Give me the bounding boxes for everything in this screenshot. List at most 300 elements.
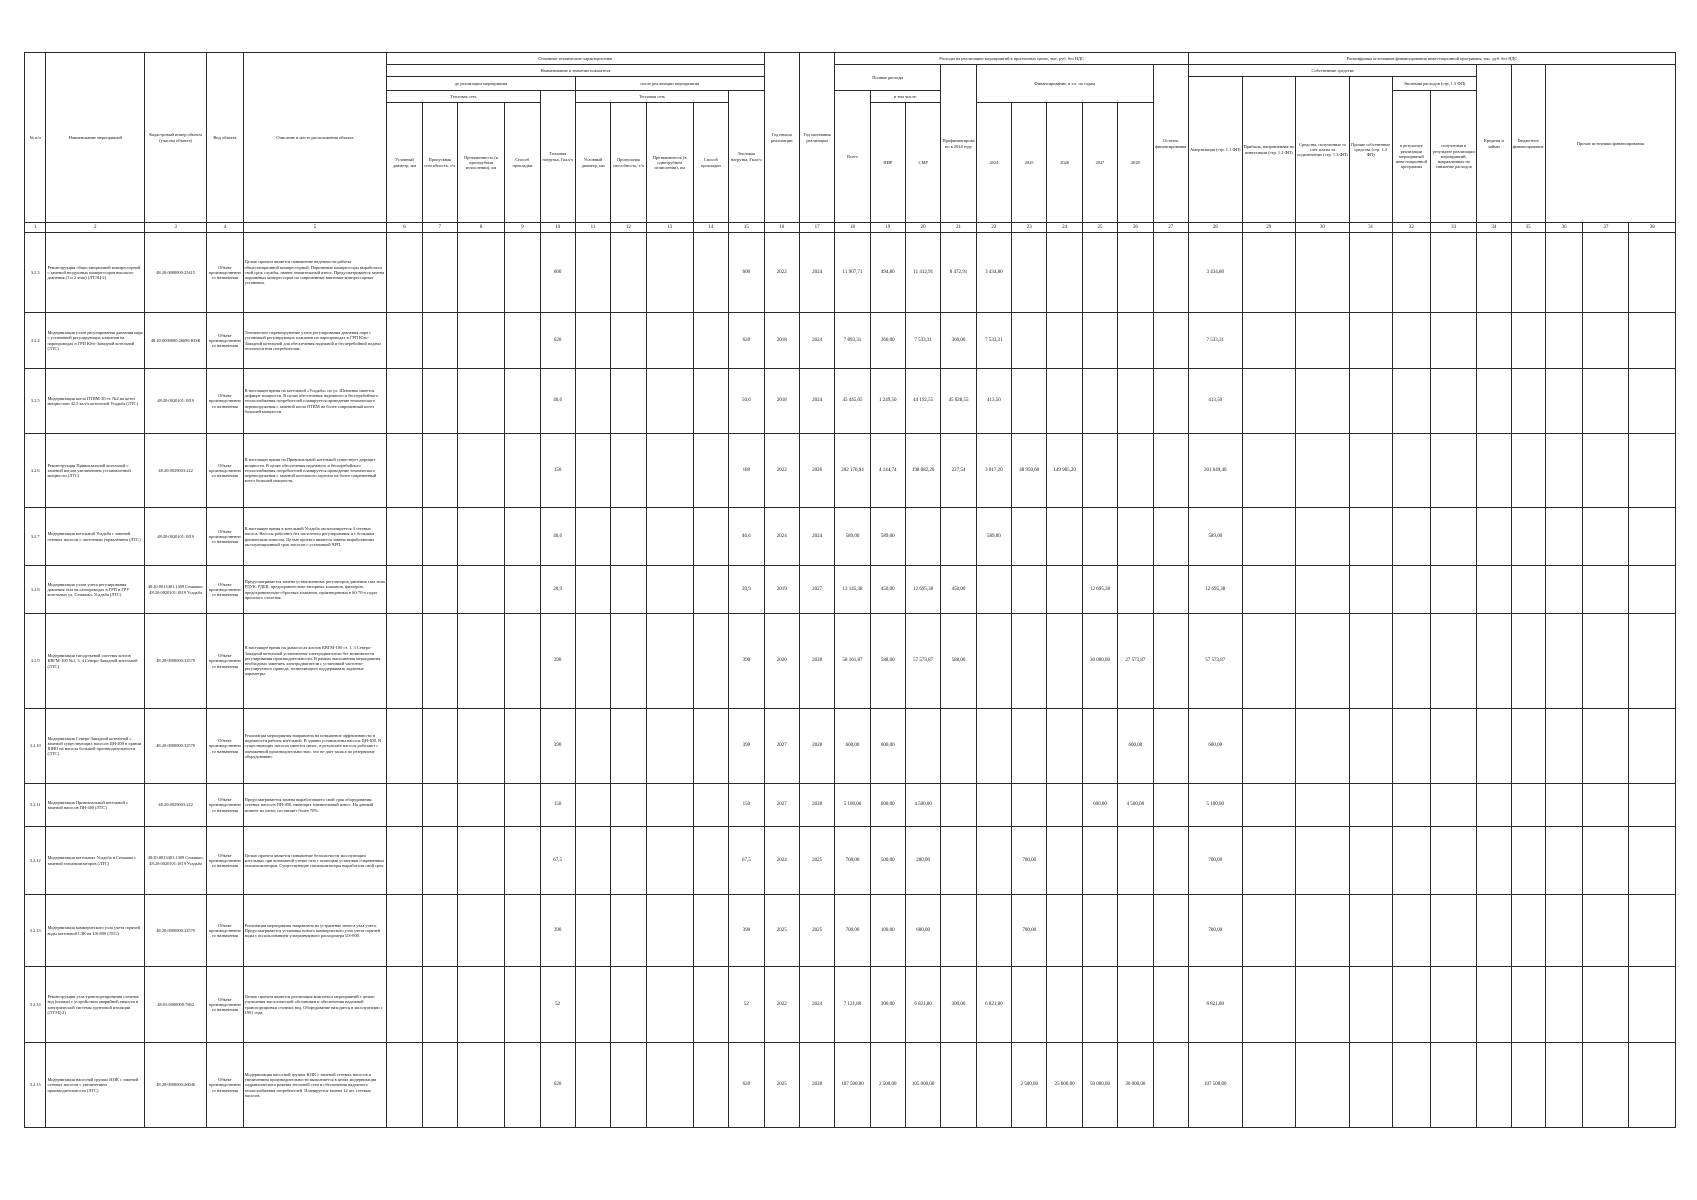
table-row — [25, 895, 1676, 967]
cost-pir: 588,00 — [870, 614, 905, 709]
empty-cell — [1511, 508, 1545, 566]
table-row — [25, 566, 1676, 614]
empty-cell — [1392, 967, 1431, 1043]
year-start: 2024 — [764, 508, 799, 566]
empty-cell — [611, 434, 646, 508]
empty-cell — [1392, 233, 1431, 313]
header-load-before: Тепловая нагрузка, Гкал/ч — [540, 91, 575, 223]
table-row — [25, 508, 1676, 566]
empty-cell — [1242, 508, 1296, 566]
empty-cell — [611, 827, 646, 895]
fin-2026: 149 985,20 — [1047, 434, 1082, 508]
empty-cell — [1153, 369, 1188, 434]
column-number: 23 — [1012, 223, 1047, 233]
load-before: 52 — [540, 967, 575, 1043]
year-end: 2024 — [799, 369, 834, 434]
column-number: 37 — [1583, 223, 1629, 233]
empty-cell — [422, 566, 457, 614]
fin-2027 — [1082, 967, 1117, 1043]
fin-2025 — [1012, 369, 1047, 434]
cost-total: 5 100,00 — [835, 784, 870, 827]
load-after: 180 — [729, 434, 764, 508]
column-number: 2 — [46, 223, 145, 233]
empty-cell — [646, 614, 693, 709]
empty-cell — [422, 233, 457, 313]
measure-name: Модернизация коммерческого узла учета горячей воды котельной СЗК на US-800 (ЛТС) — [46, 895, 145, 967]
fin-2025 — [1012, 967, 1047, 1043]
empty-cell — [1242, 895, 1296, 967]
empty-cell — [1629, 827, 1676, 895]
empty-cell — [1296, 614, 1350, 709]
empty-cell — [611, 313, 646, 369]
object-type: Объект производственного назначения — [207, 508, 243, 566]
empty-cell — [1431, 614, 1477, 709]
object-type: Объект производственного назначения — [207, 434, 243, 508]
fin-2024: 7 533,31 — [976, 313, 1011, 369]
measure-name: Реконструкция узла транспортирования сточных вод (шлама) с устройством аварийной емкости и электрической системы грунтовой изоляции (ЛТЭЦ-2) — [46, 967, 145, 1043]
empty-cell — [1511, 784, 1545, 827]
header-n: № п/п — [25, 53, 46, 223]
column-number: 7 — [422, 223, 457, 233]
empty-cell — [646, 233, 693, 313]
cost-smr: 4 500,00 — [905, 784, 940, 827]
row-number: 3.2.14 — [25, 967, 46, 1043]
load-before: 46,6 — [540, 508, 575, 566]
empty-cell — [1349, 784, 1392, 827]
year-start: 2020 — [764, 614, 799, 709]
object-description: Целью проекта является повышение безопасности эксплуатации котельных при возможной утечке газа с помощью установки современных газоанализаторов. Существующие газоанализаторы выработали свой срок. — [243, 827, 387, 895]
empty-cell — [1477, 508, 1511, 566]
load-after: 52 — [729, 967, 764, 1043]
empty-cell — [1153, 434, 1188, 508]
fin-2024 — [976, 827, 1011, 895]
row-number: 3.2.12 — [25, 827, 46, 895]
empty-cell — [693, 369, 728, 434]
column-number: 4 — [207, 223, 243, 233]
empty-cell — [575, 434, 610, 508]
empty-cell — [693, 614, 728, 709]
empty-cell — [1477, 614, 1511, 709]
fin-2025 — [1012, 614, 1047, 709]
empty-cell — [1153, 313, 1188, 369]
header-laying-after: Способ прокладки — [693, 103, 728, 223]
empty-cell — [422, 614, 457, 709]
header-load-after: Тепловая нагрузка, Гкал/ч — [729, 91, 764, 223]
object-description: В настоящее время на Привокзальной котельной существует дефицит мощности. В целях обеспечения надежного и бесперебойного теплоснабжения потребителей планируется проведение технического перевооружения с заменой котельного агрегата на более современный котел большей мощности. — [243, 434, 387, 508]
empty-cell — [646, 313, 693, 369]
empty-cell — [1296, 434, 1350, 508]
object-type: Объект производственного назначения — [207, 313, 243, 369]
empty-cell — [646, 434, 693, 508]
fin-2025 — [1012, 566, 1047, 614]
empty-cell — [1153, 895, 1188, 967]
header-col33: полученная в результате реализации мероприятий, направленных на снижение расходов — [1431, 91, 1477, 223]
year-start: 2027 — [764, 784, 799, 827]
empty-cell — [1431, 434, 1477, 508]
year-start: 2022 — [764, 233, 799, 313]
empty-cell — [1583, 233, 1629, 313]
fin-2026: 25 000,00 — [1047, 1043, 1082, 1128]
fin-2027 — [1082, 434, 1117, 508]
cost-pir: 500,00 — [870, 827, 905, 895]
header-incl: в том числе: — [870, 91, 941, 103]
empty-cell — [575, 369, 610, 434]
column-number: 12 — [611, 223, 646, 233]
cost-smr: 12 695,38 — [905, 566, 940, 614]
cost-pir: 600,00 — [870, 784, 905, 827]
empty-cell — [1477, 784, 1511, 827]
empty-cell — [1629, 233, 1676, 313]
empty-cell — [387, 233, 422, 313]
year-end: 2028 — [799, 709, 834, 784]
amortization: 6 821,80 — [1188, 967, 1242, 1043]
table-row — [25, 434, 1676, 508]
empty-cell — [1392, 709, 1431, 784]
fin-2026 — [1047, 784, 1082, 827]
empty-cell — [1629, 784, 1676, 827]
table-row — [25, 614, 1676, 709]
fin-2027 — [1082, 709, 1117, 784]
empty-cell — [693, 895, 728, 967]
fin-2027: 12 695,38 — [1082, 566, 1117, 614]
empty-cell — [1583, 784, 1629, 827]
column-number: 17 — [799, 223, 834, 233]
empty-cell — [1545, 827, 1583, 895]
cost-pir: 300,00 — [870, 967, 905, 1043]
empty-cell — [1477, 895, 1511, 967]
empty-cell — [1511, 233, 1545, 313]
empty-cell — [457, 895, 504, 967]
empty-cell — [693, 434, 728, 508]
object-description: Целью проекта является повышение надежности работы общестанционной компрессорной. Поршневые компрессоры выработали свой срок службы, имеют значительный износ. Предусматривается замена поршневых компрессоров на современные винтовые компрессорные установки. — [243, 233, 387, 313]
object-type: Объект производственного назначения — [207, 784, 243, 827]
fin-2028 — [1118, 827, 1153, 895]
empty-cell — [1153, 566, 1188, 614]
fin-2028 — [1118, 967, 1153, 1043]
fin-2025: 48 950,60 — [1012, 434, 1047, 508]
empty-cell — [422, 1043, 457, 1128]
empty-cell — [693, 313, 728, 369]
amortization: 5 100,00 — [1188, 784, 1242, 827]
year-end: 2027 — [799, 566, 834, 614]
measure-name: Модернизация узлов учета регулирования давления газа на газопроводах в ГРП и ГРУ котельных ул. Семашко, Усадьба (ЛТС) — [46, 566, 145, 614]
empty-cell — [1545, 313, 1583, 369]
header-object-type: Вид объекта — [207, 53, 243, 223]
financed-before — [941, 709, 976, 784]
amortization: 700,00 — [1188, 895, 1242, 967]
empty-cell — [575, 508, 610, 566]
header-pir: ПИР — [870, 103, 905, 223]
measure-name: Модернизация Привокзальной котельной с заменой насосов ПН-400 (ЛТС) — [46, 784, 145, 827]
column-number: 6 — [387, 223, 422, 233]
year-start: 2022 — [764, 967, 799, 1043]
column-number: 9 — [505, 223, 540, 233]
cadastral-number: 48:20:0000000:26046 — [145, 1043, 207, 1128]
empty-cell — [1477, 313, 1511, 369]
empty-cell — [1431, 709, 1477, 784]
empty-cell — [1296, 967, 1350, 1043]
fin-2026 — [1047, 369, 1082, 434]
empty-cell — [457, 233, 504, 313]
object-type: Объект производственного назначения — [207, 709, 243, 784]
fin-2027 — [1082, 369, 1117, 434]
cost-smr: 200,00 — [905, 827, 940, 895]
column-number: 36 — [1545, 223, 1583, 233]
cost-smr: 11 412,91 — [905, 233, 940, 313]
object-type: Объект производственного назначения — [207, 967, 243, 1043]
empty-cell — [1349, 895, 1392, 967]
object-type: Объект производственного назначения — [207, 233, 243, 313]
empty-cell — [422, 434, 457, 508]
load-before: 620 — [540, 313, 575, 369]
empty-cell — [1477, 709, 1511, 784]
year-start: 2025 — [764, 895, 799, 967]
measure-name: Модернизация насосной группы ЮЗК с заменой сетевых насосов с увеличением производительности (ЛТС) — [46, 1043, 145, 1128]
year-end: 2025 — [799, 895, 834, 967]
empty-cell — [693, 709, 728, 784]
empty-cell — [1629, 313, 1676, 369]
column-number: 19 — [870, 223, 905, 233]
fin-2025 — [1012, 784, 1047, 827]
column-number: 35 — [1511, 223, 1545, 233]
load-after: 620 — [729, 1043, 764, 1128]
table-row — [25, 709, 1676, 784]
fin-2025 — [1012, 508, 1047, 566]
cost-total: 107 500,00 — [835, 1043, 870, 1128]
header-length-after: Протяженность (в однотрубном исчислении), км — [646, 103, 693, 223]
empty-cell — [1629, 369, 1676, 434]
empty-cell — [1431, 508, 1477, 566]
fin-2024 — [976, 895, 1011, 967]
year-end: 2028 — [799, 614, 834, 709]
empty-cell — [1477, 434, 1511, 508]
header-description: Описание и место расположения объекта — [243, 53, 387, 223]
financed-before: 588,00 — [941, 614, 976, 709]
object-description: Предусматривается замена установленных регуляторов давления газа типа РДУК, РДБК, предохранительно-запорных клапанов, фильтров, предохранительно-сбросных клапанов, произведенных в 60-70-х годах прошлого столетия. — [243, 566, 387, 614]
amortization: 12 695,38 — [1188, 566, 1242, 614]
cost-total: 7 121,80 — [835, 967, 870, 1043]
fin-2026 — [1047, 313, 1082, 369]
empty-cell — [1431, 784, 1477, 827]
empty-cell — [575, 233, 610, 313]
empty-cell — [1431, 313, 1477, 369]
empty-cell — [1392, 827, 1431, 895]
empty-cell — [387, 434, 422, 508]
empty-cell — [1545, 1043, 1583, 1128]
empty-cell — [1392, 313, 1431, 369]
cadastral-number: 48:20:0000000:32579 — [145, 709, 207, 784]
cadastral-number: 48:20:0020101:1819 — [145, 508, 207, 566]
measure-name: Модернизация Северо-Западной котельной с заменой существующих насосов ЦН-400 в здании ШНО на насосы большей производительности (ЛТС) — [46, 709, 145, 784]
cost-pir: 4 144,74 — [870, 434, 905, 508]
financed-before — [941, 895, 976, 967]
empty-cell — [575, 614, 610, 709]
cost-total: 11 907,71 — [835, 233, 870, 313]
cost-smr: 7 533,31 — [905, 313, 940, 369]
header-col32: в результате реализации мероприятий инвестиционной программы — [1392, 91, 1431, 223]
empty-cell — [387, 895, 422, 967]
financed-before: 450,00 — [941, 566, 976, 614]
cost-pir: 589,00 — [870, 508, 905, 566]
measure-name: Реконструкция общестанционной компрессорной с заменой воздушных компрессоров высокого давления (1 и 2 этап) (ЛТЭЦ-2) — [46, 233, 145, 313]
empty-cell — [1349, 233, 1392, 313]
row-number: 3.2.10 — [25, 709, 46, 784]
header-total: Всего — [835, 91, 870, 223]
empty-cell — [1296, 369, 1350, 434]
column-number: 24 — [1047, 223, 1082, 233]
header-connection-fee: Средства, полученные за счет платы за подключение (стр. 1.3 ФП) — [1296, 77, 1350, 223]
load-after: 390 — [729, 614, 764, 709]
fin-2025 — [1012, 233, 1047, 313]
cost-smr: 6 821,80 — [905, 967, 940, 1043]
empty-cell — [505, 827, 540, 895]
empty-cell — [1296, 895, 1350, 967]
empty-cell — [646, 566, 693, 614]
column-number: 29 — [1242, 223, 1296, 233]
financed-before — [941, 784, 976, 827]
empty-cell — [1296, 827, 1350, 895]
year-end: 2028 — [799, 784, 834, 827]
empty-cell — [1296, 566, 1350, 614]
fin-2026 — [1047, 614, 1082, 709]
empty-cell — [1242, 369, 1296, 434]
fin-2028 — [1118, 508, 1153, 566]
empty-cell — [1545, 614, 1583, 709]
empty-cell — [1511, 369, 1545, 434]
financed-before: 45 028,55 — [941, 369, 976, 434]
load-after: 620 — [729, 313, 764, 369]
header-2024: 2024 — [976, 103, 1011, 223]
empty-cell — [611, 709, 646, 784]
empty-cell — [646, 369, 693, 434]
fin-2028 — [1118, 895, 1153, 967]
cost-smr: 44 192,55 — [905, 369, 940, 434]
empty-cell — [1431, 1043, 1477, 1128]
cost-smr — [905, 508, 940, 566]
column-number: 20 — [905, 223, 940, 233]
empty-cell — [1511, 434, 1545, 508]
load-before: 390 — [540, 895, 575, 967]
amortization: 107 500,00 — [1188, 1043, 1242, 1128]
empty-cell — [505, 233, 540, 313]
measure-name: Модернизация котла ПТВМ-30 ст. №2 на котел мощностью 42,5 кал/ч котельной Усадьба (ЛТС) — [46, 369, 145, 434]
empty-cell — [575, 1043, 610, 1128]
empty-cell — [1392, 1043, 1431, 1128]
object-description: В настоящее время в котельной Усадьба эксплуатируется 4 сетевых насоса. Насосы работают без частотного регулирования и с большим физическим износом. Целью проекта является замена выработавших эксплуатационный срок насосов с установкой ЧРП. — [243, 508, 387, 566]
table-row — [25, 784, 1676, 827]
financed-before: 8 472,91 — [941, 233, 976, 313]
empty-cell — [457, 827, 504, 895]
cost-smr: 600,00 — [905, 895, 940, 967]
fin-2028 — [1118, 369, 1153, 434]
empty-cell — [1392, 369, 1431, 434]
row-number: 3.2.7 — [25, 508, 46, 566]
object-description: Целью проекта является реализация комплекса мероприятий с целью улучшения экологической обстановки и обеспечения надежной транспортировки сточных вод. Оборудование находится в эксплуатации с 1991 года. — [243, 967, 387, 1043]
empty-cell — [611, 233, 646, 313]
empty-cell — [457, 1043, 504, 1128]
empty-cell — [1629, 566, 1676, 614]
load-before: 600 — [540, 233, 575, 313]
load-before: 150 — [540, 784, 575, 827]
fin-2026 — [1047, 233, 1082, 313]
empty-cell — [1392, 614, 1431, 709]
measure-name: Модернизация тягодутьевой системы котлов КВГМ-100 №1, 3, 4 Северо-Западной котельной (ЛТС) — [46, 614, 145, 709]
empty-cell — [1583, 369, 1629, 434]
empty-cell — [1153, 967, 1188, 1043]
empty-cell — [387, 313, 422, 369]
amortization: 589,00 — [1188, 508, 1242, 566]
object-type: Объект производственного назначения — [207, 566, 243, 614]
header-2028: 2028 — [1118, 103, 1153, 223]
empty-cell — [457, 614, 504, 709]
header-amortization: Амортизация (стр. 1.1 ФП) — [1188, 77, 1242, 223]
cadastral-number: 48:20:0000000:26086 ЮЗК — [145, 313, 207, 369]
column-number: 32 — [1392, 223, 1431, 233]
empty-cell — [611, 508, 646, 566]
empty-cell — [646, 967, 693, 1043]
cadastral-number: 48:20:0013401:1309 Семашко; 48:20:0020101:1819 Усадьба — [145, 566, 207, 614]
empty-cell — [1629, 1043, 1676, 1128]
empty-cell — [1242, 709, 1296, 784]
year-end: 2024 — [799, 967, 834, 1043]
empty-cell — [575, 967, 610, 1043]
empty-cell — [422, 967, 457, 1043]
fin-2027 — [1082, 508, 1117, 566]
empty-cell — [1511, 895, 1545, 967]
empty-cell — [1349, 313, 1392, 369]
load-after: 390 — [729, 709, 764, 784]
empty-cell — [575, 709, 610, 784]
empty-cell — [422, 369, 457, 434]
header-diameter-after: Условный диаметр, мм — [575, 103, 610, 223]
object-type: Объект производственного назначения — [207, 369, 243, 434]
empty-cell — [1242, 967, 1296, 1043]
empty-cell — [1349, 614, 1392, 709]
fin-2024: 589,00 — [976, 508, 1011, 566]
fin-2028: 30 000,00 — [1118, 1043, 1153, 1128]
object-description: В настоящее время на дымососах котлов КВГМ-100 ст. 1, 3 Северо-Западной котельной установлены электродвигатели без возможности регулирования производительности. В рамках выполнения мероприятия необходимо заменить электродвигатели с установкой частотно-регулируемого привода, позволяющего поддерживать заданные параметры. — [243, 614, 387, 709]
empty-cell — [1349, 827, 1392, 895]
table-row — [25, 369, 1676, 434]
financed-before: 300,00 — [941, 967, 976, 1043]
header-cadastral: Кадастровый номер объекта (участка объекта) — [145, 53, 207, 223]
empty-cell — [1392, 508, 1431, 566]
empty-cell — [422, 827, 457, 895]
empty-cell — [1296, 508, 1350, 566]
empty-cell — [1431, 233, 1477, 313]
empty-cell — [575, 827, 610, 895]
load-after: 20,9 — [729, 566, 764, 614]
fin-2024 — [976, 709, 1011, 784]
empty-cell — [1296, 233, 1350, 313]
row-number: 3.2.15 — [25, 1043, 46, 1128]
row-number: 3.2.6 — [25, 434, 46, 508]
fin-2026 — [1047, 709, 1082, 784]
header-costs-group: Расходы на реализацию мероприятий в прогнозных ценах, тыс. руб. без НДС — [835, 53, 1189, 65]
fin-2027 — [1082, 827, 1117, 895]
empty-cell — [646, 508, 693, 566]
row-number: 3.2.13 — [25, 895, 46, 967]
empty-cell — [1629, 895, 1676, 967]
table-row — [25, 233, 1676, 313]
column-number: 25 — [1082, 223, 1117, 233]
column-number: 13 — [646, 223, 693, 233]
header-other-own: Прочие собственные средства (стр. 1.4 ФП) — [1349, 77, 1392, 223]
empty-cell — [457, 967, 504, 1043]
empty-cell — [1583, 434, 1629, 508]
empty-cell — [1511, 614, 1545, 709]
empty-cell — [387, 709, 422, 784]
